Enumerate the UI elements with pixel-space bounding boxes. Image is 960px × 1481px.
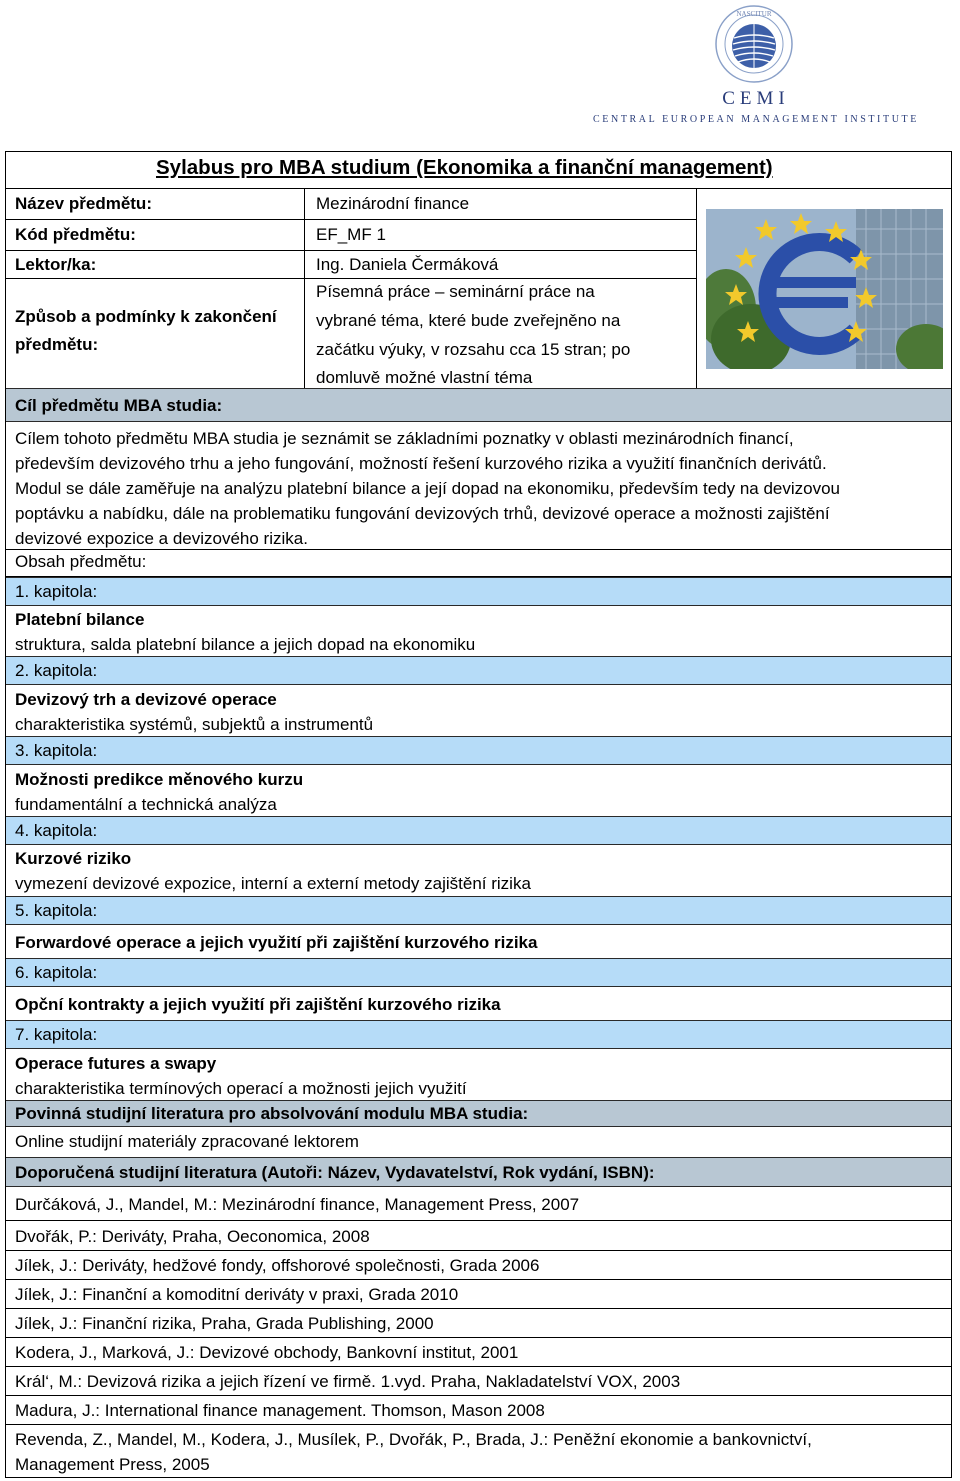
required-lit-label: Povinná studijní literatura pro absolvování modulu MBA studia:: [15, 1104, 529, 1123]
cemi-seal-icon: [714, 4, 794, 84]
chapter-7-header: [6, 1020, 951, 1049]
logo-institute: CENTRAL EUROPEAN MANAGEMENT INSTITUTE: [593, 114, 919, 125]
chapter-heading: 3. kapitola:: [15, 741, 98, 760]
chapter-title: Opční kontrakty a jejich využití při zajištění kurzového rizika: [15, 995, 501, 1014]
completion-value-line1: Písemná práce – seminární práce na: [316, 282, 595, 301]
chapter-title: Devizový trh a devizové operace: [15, 690, 277, 709]
literature-item: Dvořák, P.: Deriváty, Praha, Oeconomica, 2008: [15, 1227, 370, 1246]
chapter-6-header: [6, 958, 951, 987]
chapter-desc: vymezení devizové expozice, interní a externí metody zajištění rizika: [15, 874, 531, 893]
literature-item: Durčáková, J., Mandel, M.: Mezinárodní finance, Management Press, 2007: [15, 1195, 580, 1214]
svg-text:NASCITUR: NASCITUR: [736, 10, 772, 18]
course-name-value: Mezinárodní finance: [316, 194, 470, 213]
literature-item: Revenda, Z., Mandel, M., Kodera, J., Musílek, P., Dvořák, P., Brada, J.: Peněžní ekonomie a bankovnictví,: [15, 1430, 812, 1449]
goal-line: Cílem tohoto předmětu MBA studia je seznámit se základními poznatky v oblasti mezinárodních financí,: [15, 429, 794, 448]
required-lit-header: [6, 1100, 951, 1127]
literature-item: Král‘, M.: Devizová rizika a jejich řízení ve firmě. 1.vyd. Praha, Nakladatelství VOX, 2003: [15, 1372, 681, 1391]
chapter-5-header: [6, 896, 951, 925]
goal-label: Cíl předmětu MBA studia:: [15, 396, 223, 415]
chapter-title: Platební bilance: [15, 610, 145, 629]
course-code-label: Kód předmětu:: [15, 225, 136, 244]
chapter-3-header: [6, 736, 951, 765]
goal-line: Modul se dále zaměřuje na analýzu platební bilance a její dopad na ekonomiku, především tedy na devizovou: [15, 479, 841, 498]
literature-item: Kodera, J., Marková, J.: Devizové obchody, Bankovní institut, 2001: [15, 1343, 519, 1362]
course-name-label: Název předmětu:: [15, 194, 152, 213]
literature-item: Madura, J.: International finance management. Thomson, Mason 2008: [15, 1401, 545, 1420]
completion-label-line2: předmětu:: [15, 335, 99, 354]
chapter-title: Možnosti predikce měnového kurzu: [15, 770, 304, 789]
chapter-title: Forwardové operace a jejich využití při zajištění kurzového rizika: [15, 933, 538, 952]
chapter-title: Kurzové riziko: [15, 849, 132, 868]
lecturer-value: Ing. Daniela Čermáková: [316, 255, 499, 274]
required-lit-value: Online studijní materiály zpracované lektorem: [15, 1132, 359, 1151]
content-label: Obsah předmětu:: [15, 552, 147, 571]
course-code-value: EF_MF 1: [316, 225, 386, 244]
goal-paragraph: [15, 426, 940, 551]
goal-line: poptávku a nabídku, dále na problematiku fungování devizových trhů, devizové operace a možnosti zajištění: [15, 504, 830, 523]
logo-brand: CEMI: [722, 88, 790, 109]
chapter-4-header: [6, 816, 951, 845]
chapter-heading: 4. kapitola:: [15, 821, 98, 840]
page-title: Sylabus pro MBA studium (Ekonomika a finanční management): [156, 156, 773, 179]
chapter-heading: 6. kapitola:: [15, 963, 98, 982]
chapter-1-header: [6, 577, 951, 606]
completion-value-line4: domluvě možné vlastní téma: [316, 368, 533, 387]
chapter-heading: 1. kapitola:: [15, 582, 98, 601]
chapter-heading: 7. kapitola:: [15, 1025, 98, 1044]
literature-item: Jílek, J.: Deriváty, hedžové fondy, offshorové společnosti, Grada 2006: [15, 1256, 540, 1275]
chapter-heading: 2. kapitola:: [15, 661, 98, 680]
chapter-desc: struktura, salda platební bilance a jejich dopad na ekonomiku: [15, 635, 476, 654]
completion-value-line3: začátku výuky, v rozsahu cca 15 stran; po: [316, 340, 631, 359]
goal-line: devizové expozice a devizového rizika.: [15, 529, 308, 548]
content-section-header: [6, 549, 951, 577]
recommended-lit-header: [6, 1157, 951, 1187]
completion-value-line2: vybrané téma, které bude zveřejněno na: [316, 311, 621, 330]
completion-label-line1: Způsob a podmínky k zakončení: [15, 307, 277, 326]
chapter-desc: charakteristika termínových operací a možnosti jejich využití: [15, 1079, 467, 1098]
cemi-logo: [576, 4, 936, 128]
lecturer-label: Lektor/ka:: [15, 255, 97, 274]
recommended-lit-label: Doporučená studijní literatura (Autoři: Název, Vydavatelství, Rok vydání, ISBN):: [15, 1163, 655, 1182]
literature-item: Jílek, J.: Finanční rizika, Praha, Grada Publishing, 2000: [15, 1314, 434, 1333]
literature-item: Jílek, J.: Finanční a komoditní deriváty v praxi, Grada 2010: [15, 1285, 459, 1304]
literature-item: Management Press, 2005: [15, 1455, 210, 1474]
goal-line: především devizového trhu a jeho fungování, možností řešení kurzového rizika a využití finančních derivátů.: [15, 454, 827, 473]
euro-sculpture-image: [706, 209, 943, 369]
chapter-heading: 5. kapitola:: [15, 901, 98, 920]
chapter-desc: charakteristika systémů, subjektů a instrumentů: [15, 715, 374, 734]
goal-section-header: [6, 388, 951, 422]
chapter-2-header: [6, 656, 951, 685]
syllabus-table: [5, 151, 952, 1478]
chapter-desc: fundamentální a technická analýza: [15, 795, 277, 814]
chapter-title: Operace futures a swapy: [15, 1054, 217, 1073]
